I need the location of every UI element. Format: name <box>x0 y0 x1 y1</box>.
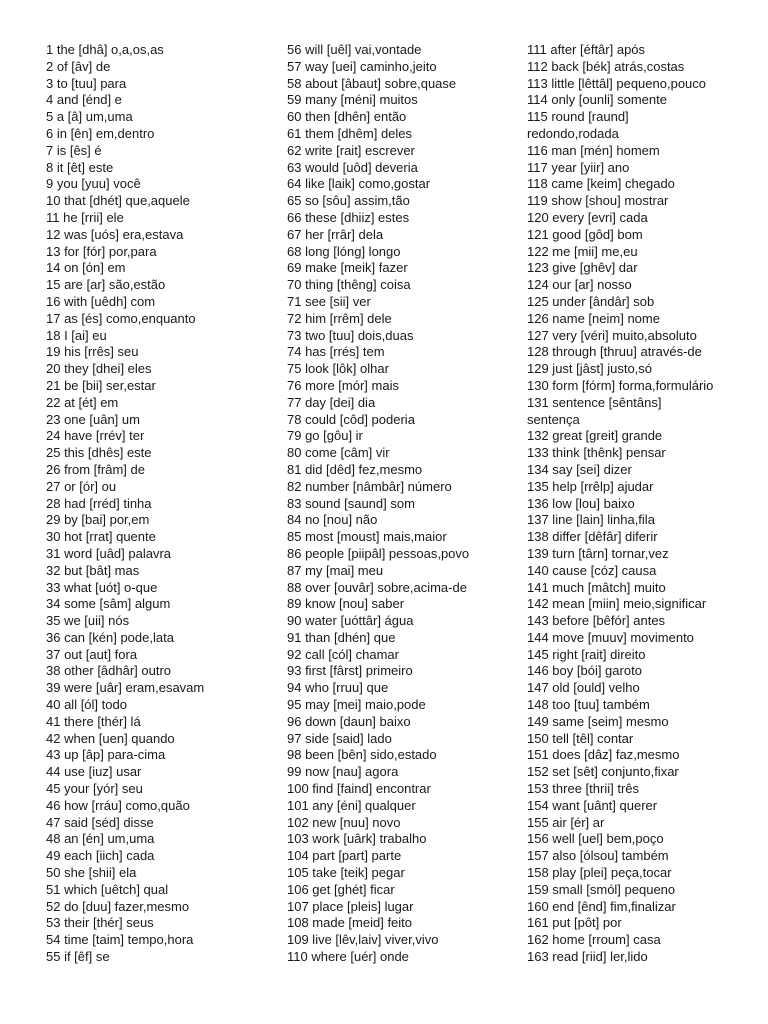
word-entry: 106 get [ghét] ficar <box>287 881 395 897</box>
word-entry: 76 more [mór] mais <box>287 377 399 393</box>
word-entry: 147 old [ould] velho <box>527 680 640 696</box>
word-entry: 138 differ [dêfâr] diferir <box>527 529 658 545</box>
word-entry: 151 does [dâz] faz,mesmo <box>527 747 680 763</box>
word-entry: 85 most [moust] mais,maior <box>287 529 447 545</box>
word-entry: 143 before [bêfór] antes <box>527 613 666 629</box>
word-entry: 52 do [duu] fazer,mesmo <box>46 898 190 914</box>
word-entry: 113 little [lêttâl] pequeno,pouco <box>527 75 707 91</box>
word-entry: 6 in [ên] em,dentro <box>46 125 155 141</box>
word-entry: 23 one [uân] um <box>46 411 140 427</box>
word-entry: 14 on [ón] em <box>46 260 126 276</box>
word-entry: 148 too [tuu] também <box>527 697 650 713</box>
word-entry: 155 air [ér] ar <box>527 814 605 830</box>
word-entry: 88 over [ouvâr] sobre,acima-de <box>287 579 467 595</box>
word-entry: 96 down [daun] baixo <box>287 713 411 729</box>
word-entry: 117 year [yiir] ano <box>527 159 630 175</box>
word-entry: 102 new [nuu] novo <box>287 814 401 830</box>
word-entry: 141 much [mâtch] muito <box>527 579 666 595</box>
word-entry: 130 form [fórm] forma,formulário <box>527 377 714 393</box>
word-entry: 34 some [sâm] algum <box>46 596 171 612</box>
word-entry: 128 through [thruu] através-de <box>527 344 702 360</box>
word-entry: 142 mean [miin] meio,significar <box>527 596 707 612</box>
word-entry: 44 use [iuz] usar <box>46 764 142 780</box>
word-entry: 78 could [côd] poderia <box>287 411 415 427</box>
word-entry: 22 at [ét] em <box>46 394 119 410</box>
word-entry: 144 move [muuv] movimento <box>527 629 694 645</box>
word-entry: 163 read [riid] ler,lido <box>527 949 648 965</box>
word-entry: 61 them [dhêm] deles <box>287 125 413 141</box>
word-entry: 4 and [énd] e <box>46 92 122 108</box>
word-entry: 83 sound [saund] som <box>287 495 415 511</box>
word-entry: 65 so [sôu] assim,tão <box>287 193 410 209</box>
word-entry: 67 her [rrâr] dela <box>287 226 384 242</box>
word-entry: 5 a [â] um,uma <box>46 109 133 125</box>
word-entry: 103 work [uârk] trabalho <box>287 831 427 847</box>
word-entry: 99 now [nau] agora <box>287 764 399 780</box>
word-entry: 104 part [part] parte <box>287 848 402 864</box>
word-entry: 8 it [êt] este <box>46 159 114 175</box>
word-entry: 116 man [mén] homem <box>527 142 660 158</box>
word-entry: 19 his [rrês] seu <box>46 344 139 360</box>
word-entry: 27 or [ór] ou <box>46 478 117 494</box>
word-entry: 18 I [ai] eu <box>46 327 107 343</box>
word-entry: 64 like [laik] como,gostar <box>287 176 431 192</box>
word-entry: 139 turn [târn] tornar,vez <box>527 545 669 561</box>
word-entry: 33 what [uót] o-que <box>46 579 158 595</box>
word-entry: 58 about [âbaut] sobre,quase <box>287 75 457 91</box>
word-entry: 101 any [éni] qualquer <box>287 797 416 813</box>
word-entry: 160 end [ênd] fim,finalizar <box>527 898 676 914</box>
word-entry: 69 make [meik] fazer <box>287 260 408 276</box>
word-entry: 70 thing [thêng] coisa <box>287 277 411 293</box>
word-entry: 59 many [méni] muitos <box>287 92 418 108</box>
word-entry: 40 all [ól] todo <box>46 697 127 713</box>
word-entry: 125 under [ândâr] sob <box>527 293 655 309</box>
word-entry: 29 by [bai] por,em <box>46 512 150 528</box>
word-entry: 48 an [én] um,uma <box>46 831 155 847</box>
word-entry: 154 want [uânt] querer <box>527 797 658 813</box>
word-entry: 77 day [dei] dia <box>287 394 376 410</box>
word-entry: 152 set [sêt] conjunto,fixar <box>527 764 679 780</box>
word-entry: 121 good [gôd] bom <box>527 226 643 242</box>
word-entry: 25 this [dhês] este <box>46 445 152 461</box>
word-entry: 81 did [dêd] fez,mesmo <box>287 461 423 477</box>
word-entry: 127 very [véri] muito,absoluto <box>527 327 697 343</box>
word-entry: 123 give [ghêv] dar <box>527 260 638 276</box>
word-entry: 42 when [uen] quando <box>46 730 175 746</box>
word-entry: 89 know [nou] saber <box>287 596 405 612</box>
word-entry: 93 first [fârst] primeiro <box>287 663 413 679</box>
word-entry: 91 than [dhén] que <box>287 629 396 645</box>
word-entry: 95 may [mei] maio,pode <box>287 697 426 713</box>
word-entry: 7 is [ês] é <box>46 142 102 158</box>
word-entry: 94 who [rruu] que <box>287 680 389 696</box>
word-entry: 55 if [êf] se <box>46 949 110 965</box>
word-entry: 115 round [raund] <box>527 109 629 125</box>
word-entry: 124 our [ar] nosso <box>527 277 632 293</box>
word-entry: 119 show [shou] mostrar <box>527 193 669 209</box>
word-entry: sentença <box>527 411 580 427</box>
word-entry: 87 my [mai] meu <box>287 562 384 578</box>
word-entry: 86 people [piipâl] pessoas,povo <box>287 545 470 561</box>
word-entry: 32 but [bât] mas <box>46 562 140 578</box>
word-entry: 140 cause [cóz] causa <box>527 562 657 578</box>
word-entry: 137 line [lain] linha,fila <box>527 512 655 528</box>
word-entry: 38 other [âdhâr] outro <box>46 663 172 679</box>
word-entry: 80 come [câm] vir <box>287 445 390 461</box>
word-entry: 47 said [séd] disse <box>46 814 154 830</box>
word-entry: 110 where [uér] onde <box>287 949 409 965</box>
word-entry: 53 their [thér] seus <box>46 915 154 931</box>
word-entry: 136 low [lou] baixo <box>527 495 635 511</box>
word-entry: 108 made [meid] feito <box>287 915 413 931</box>
word-entry: 43 up [âp] para-cima <box>46 747 166 763</box>
word-entry: 46 how [rráu] como,quão <box>46 797 190 813</box>
word-entry: 149 same [seim] mesmo <box>527 713 669 729</box>
word-entry: 157 also [ólsou] também <box>527 848 669 864</box>
word-entry: 57 way [uei] caminho,jeito <box>287 58 437 74</box>
word-entry: 30 hot [rrat] quente <box>46 529 156 545</box>
word-entry: 50 she [shii] ela <box>46 865 137 881</box>
word-entry: 73 two [tuu] dois,duas <box>287 327 414 343</box>
word-entry: 153 three [thrii] três <box>527 781 639 797</box>
word-entry: 126 name [neim] nome <box>527 310 660 326</box>
word-entry: 107 place [pleis] lugar <box>287 898 414 914</box>
word-entry: 162 home [rroum] casa <box>527 932 661 948</box>
word-entry: 17 as [és] como,enquanto <box>46 310 196 326</box>
word-entry: 150 tell [têl] contar <box>527 730 634 746</box>
word-entry: 74 has [rrés] tem <box>287 344 385 360</box>
word-entry: 2 of [âv] de <box>46 58 111 74</box>
word-entry: 90 water [uóttâr] água <box>287 613 414 629</box>
word-entry: 72 him [rrêm] dele <box>287 310 392 326</box>
word-entry: 111 after [éftâr] após <box>527 42 646 57</box>
word-entry: 122 me [mii] me,eu <box>527 243 638 259</box>
word-entry: 135 help [rrêlp] ajudar <box>527 478 654 494</box>
word-entry: 82 number [nâmbâr] número <box>287 478 452 494</box>
word-entry: 56 will [uêl] vai,vontade <box>287 42 422 57</box>
word-entry: 12 was [uós] era,estava <box>46 226 184 242</box>
word-entry: 120 every [evri] cada <box>527 209 648 225</box>
word-entry: 1 the [dhâ] o,a,os,as <box>46 42 164 57</box>
word-entry: 13 for [fór] por,para <box>46 243 157 259</box>
word-entry: 100 find [faind] encontrar <box>287 781 431 797</box>
word-entry: 62 write [rait] escrever <box>287 142 415 158</box>
word-entry: 66 these [dhiiz] estes <box>287 209 410 225</box>
word-entry: 131 sentence [sêntâns] <box>527 394 662 410</box>
word-entry: 118 came [keim] chegado <box>527 176 675 192</box>
word-entry: 132 great [greit] grande <box>527 428 663 444</box>
word-column-1 <box>46 42 204 966</box>
word-entry: 36 can [kén] pode,lata <box>46 629 174 645</box>
word-entry: 39 were [uâr] eram,esavam <box>46 680 205 696</box>
word-entry: 20 they [dhei] eles <box>46 361 152 377</box>
word-entry: 112 back [bék] atrás,costas <box>527 58 685 74</box>
word-entry: 98 been [bên] sido,estado <box>287 747 437 763</box>
word-entry: redondo,rodada <box>527 125 619 141</box>
word-entry: 97 side [said] lado <box>287 730 392 746</box>
word-entry: 146 boy [bói] garoto <box>527 663 642 679</box>
word-entry: 26 from [frâm] de <box>46 461 145 477</box>
word-entry: 10 that [dhét] que,aquele <box>46 193 190 209</box>
word-entry: 71 see [sii] ver <box>287 293 371 309</box>
word-entry: 158 play [plei] peça,tocar <box>527 865 672 881</box>
word-entry: 79 go [gôu] ir <box>287 428 363 444</box>
word-entry: 63 would [uôd] deveria <box>287 159 418 175</box>
word-entry: 105 take [teik] pegar <box>287 865 405 881</box>
word-entry: 45 your [yór] seu <box>46 781 143 797</box>
word-entry: 49 each [iich] cada <box>46 848 155 864</box>
word-entry: 84 no [nou] não <box>287 512 378 528</box>
word-entry: 161 put [pôt] por <box>527 915 622 931</box>
word-entry: 24 have [rrév] ter <box>46 428 145 444</box>
word-entry: 28 had [rréd] tinha <box>46 495 152 511</box>
word-entry: 129 just [jâst] justo,só <box>527 361 653 377</box>
word-entry: 114 only [ounli] somente <box>527 92 667 108</box>
word-entry: 51 which [uêtch] qual <box>46 881 169 897</box>
word-entry: 54 time [taim] tempo,hora <box>46 932 194 948</box>
word-entry: 75 look [lôk] olhar <box>287 361 389 377</box>
word-entry: 35 we [uii] nós <box>46 613 130 629</box>
word-entry: 31 word [uâd] palavra <box>46 545 172 561</box>
word-entry: 21 be [bii] ser,estar <box>46 377 156 393</box>
word-column-3 <box>527 42 713 966</box>
word-entry: 133 think [thênk] pensar <box>527 445 666 461</box>
word-entry: 37 out [aut] fora <box>46 646 138 662</box>
word-entry: 60 then [dhên] então <box>287 109 407 125</box>
word-entry: 159 small [smól] pequeno <box>527 881 676 897</box>
word-entry: 9 you [yuu] você <box>46 176 141 192</box>
word-column-2 <box>287 42 469 966</box>
word-entry: 134 say [sei] dizer <box>527 461 632 477</box>
word-entry: 41 there [thér] lá <box>46 713 141 729</box>
word-entry: 156 well [uel] bem,poço <box>527 831 664 847</box>
word-entry: 3 to [tuu] para <box>46 75 127 91</box>
word-entry: 16 with [uêdh] com <box>46 293 156 309</box>
word-entry: 68 long [lóng] longo <box>287 243 401 259</box>
word-entry: 11 he [rrii] ele <box>46 209 124 225</box>
word-entry: 15 are [ar] são,estão <box>46 277 166 293</box>
word-entry: 92 call [cól] chamar <box>287 646 399 662</box>
word-entry: 109 live [lêv,laiv] viver,vivo <box>287 932 439 948</box>
word-entry: 145 right [rait] direito <box>527 646 646 662</box>
